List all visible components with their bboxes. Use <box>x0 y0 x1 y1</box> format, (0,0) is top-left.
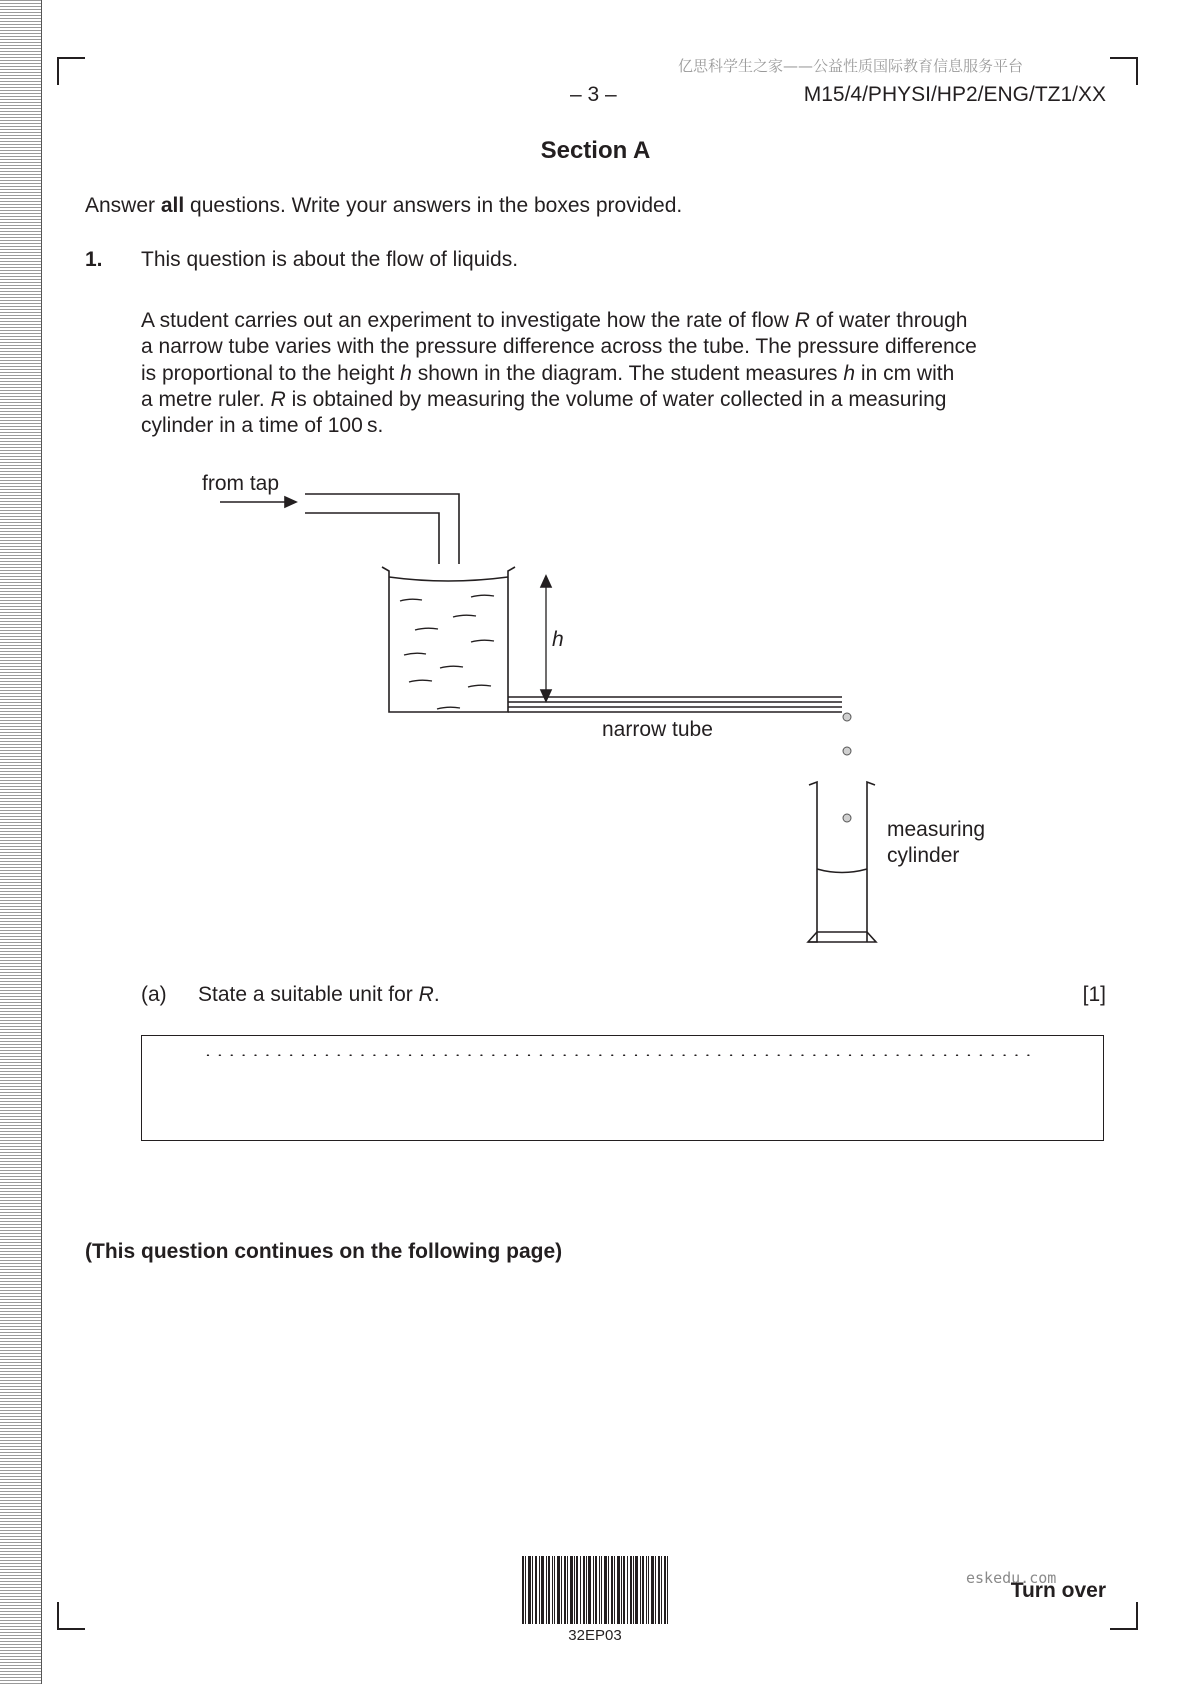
watermark-eskedu: eskedu.com <box>966 1569 1057 1587</box>
part-a-label: (a) <box>141 983 167 1006</box>
var-r: R <box>794 309 810 332</box>
barcode <box>522 1556 668 1624</box>
label-h: h <box>552 628 564 651</box>
section-title: Section A <box>540 137 651 164</box>
water-drops <box>843 713 851 822</box>
answer-dotted-line[interactable] <box>202 1054 1037 1056</box>
paper-code: M15/4/PHYSI/HP2/ENG/TZ1/XX <box>803 83 1106 106</box>
answer-box-part-a[interactable] <box>141 1035 1104 1141</box>
label-cylinder: cylinder <box>887 844 960 867</box>
question-intro: This question is about the flow of liquids. <box>141 248 519 271</box>
para-text-5: is obtained by measuring the volume of water collected in a measuring cylinder in a time of 100 s. <box>141 387 947 438</box>
para-text-2: of water through a narrow tube varies with the pressure difference across the tube. The pressure difference is proportional to the height <box>141 309 977 385</box>
part-a-question <box>198 983 440 1007</box>
height-arrow-top <box>541 576 551 587</box>
tap-pipe-inner <box>305 513 439 564</box>
cylinder-walls <box>808 782 875 942</box>
turn-over: Turn over <box>1010 1579 1106 1602</box>
part-a-var: R <box>418 983 434 1006</box>
tap-arrow-head <box>285 497 296 507</box>
label-measuring: measuring <box>887 818 986 841</box>
height-arrow-bottom <box>541 690 551 701</box>
water-ripples <box>400 595 494 709</box>
instructions-emphasis: all <box>160 194 185 217</box>
part-a-text: State a suitable unit for <box>198 983 419 1006</box>
var-r-2: R <box>270 387 286 411</box>
page-number: – 3 – <box>570 83 617 106</box>
barcode-text: 32EP03 <box>568 1627 622 1644</box>
cylinder-base <box>808 932 876 942</box>
instructions-text: Answer <box>85 194 161 217</box>
drop-3 <box>843 814 851 822</box>
var-h-2: h <box>843 361 856 385</box>
para-text-4: in cm with a metre ruler. <box>141 361 955 411</box>
watermark-chinese: 亿思科学生之家——公益性质国际教育信息服务平台 <box>678 57 1024 75</box>
para-text-3: shown in the diagram. The student measures <box>411 361 844 385</box>
label-from-tap: from tap <box>202 472 280 495</box>
question-number: 1. <box>85 248 103 271</box>
part-a-text-end: . <box>433 983 440 1006</box>
label-narrow-tube: narrow tube <box>602 718 713 741</box>
para-text-1: A student carries out an experiment to investigate how the rate of flow <box>141 309 795 332</box>
instructions-text-end: questions. Write your answers in the boxes provided. <box>184 194 683 217</box>
continue-note: (This question continues on the following page) <box>85 1240 563 1263</box>
cylinder-water-meniscus <box>817 869 867 873</box>
tank <box>382 567 515 712</box>
tank-water-surface <box>389 577 508 581</box>
tap-pipe-outer <box>305 494 459 564</box>
drop-1 <box>843 713 851 721</box>
var-h: h <box>400 361 412 385</box>
drop-2 <box>843 747 851 755</box>
part-a-marks: [1] <box>1082 983 1106 1006</box>
